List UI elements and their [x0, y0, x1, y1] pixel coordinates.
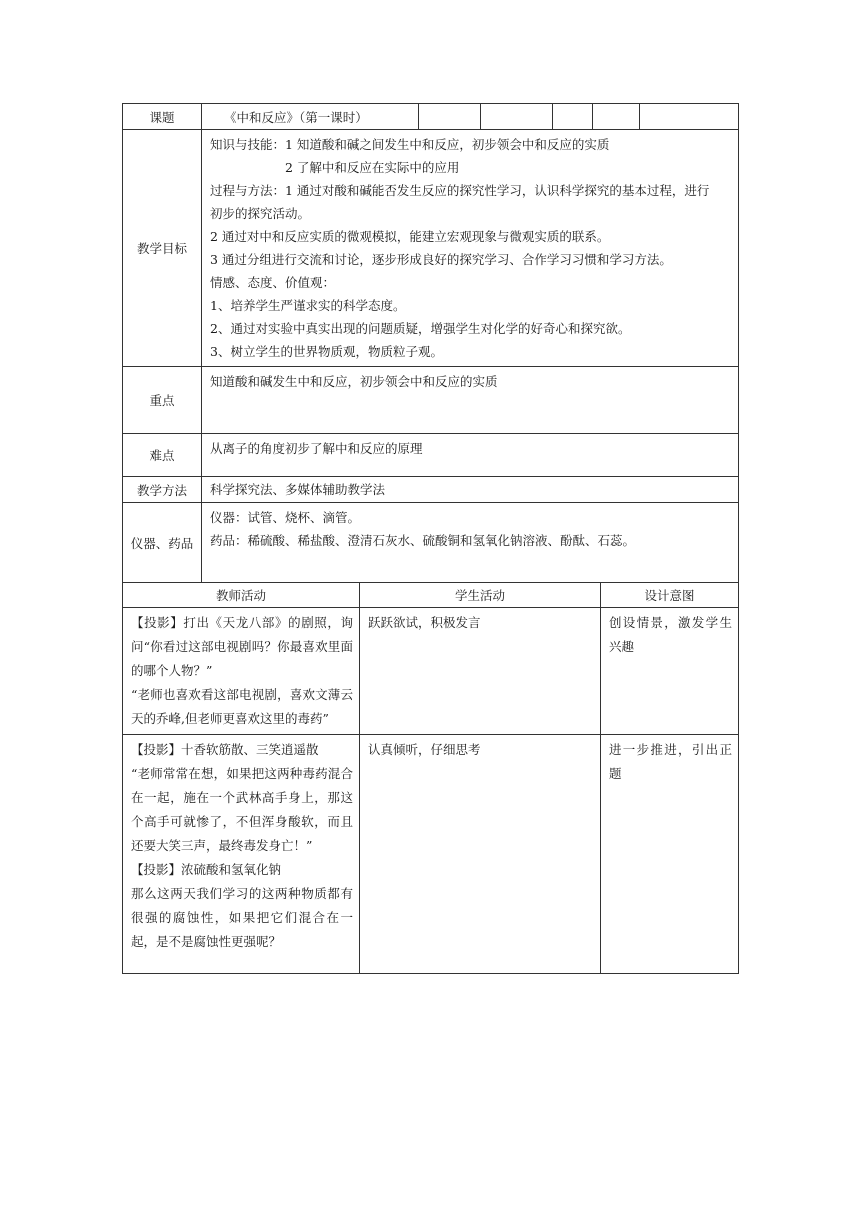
empty-cell [640, 104, 739, 130]
student-activity-text: 认真倾听，仔细思考 [368, 741, 481, 757]
header-intent: 设计意图 [601, 583, 739, 607]
title-value: 《中和反应》（第一课时） [202, 104, 419, 130]
lesson-plan [122, 103, 738, 974]
key-point-label: 重点 [123, 367, 202, 434]
teacher-activity-text: “老师也喜欢看这部电视剧，喜欢文薄云天的乔峰,但老师更喜欢这里的毒药” [131, 686, 353, 726]
student-activity-cell [360, 734, 601, 973]
objective-line: 初步的探究活动。 [210, 206, 311, 221]
objective-line: 2 了解中和反应在实际中的应用 [210, 160, 460, 175]
student-activity-text: 跃跃欲试，积极发言 [368, 614, 481, 630]
difficulty-text: 从离子的角度初步了解中和反应的原理 [210, 441, 423, 456]
teacher-activity-text: “老师常常在想，如果把这两种毒药混合在一起，施在一个武林高手身上，那这个高手可就惨了，不但浑身酸软，而且还要大笑三声，最终毒发身亡！” [131, 765, 353, 853]
method-content [202, 477, 739, 503]
title-label: 课题 [123, 104, 202, 130]
design-intent-text: 创设情景，激发学生兴趣 [609, 614, 732, 654]
objective-line: 3 通过分组进行交流和讨论，逐步形成良好的探究学习、合作学习习惯和学习方法。 [210, 252, 672, 267]
teacher-activity-text: 【投影】十香软筋散、三笑逍遥散 [131, 741, 319, 757]
empty-cell [419, 104, 481, 130]
design-intent-cell [601, 734, 739, 973]
teacher-activity-text: 那么这两天我们学习的这两种物质都有很强的腐蚀性，如果把它们混合在一起，是不是腐蚀性更强呢？ [131, 885, 353, 949]
empty-cell [481, 104, 553, 130]
key-point-content [202, 367, 739, 434]
materials-content [202, 503, 739, 583]
empty-cell [553, 104, 593, 130]
objective-line: 1、培养学生严谨求实的科学态度。 [210, 298, 406, 313]
teacher-activity-text: 【投影】浓硫酸和氢氧化钠 [131, 861, 282, 877]
method-text: 科学探究法、多媒体辅助教学法 [210, 482, 386, 497]
key-point-text: 知道酸和碱发生中和反应，初步领会中和反应的实质 [210, 374, 498, 389]
materials-label: 仪器、药品 [123, 503, 202, 583]
design-intent-cell [601, 607, 739, 734]
difficulty-content [202, 434, 739, 477]
lesson-info-table [122, 103, 739, 583]
teacher-activity-cell [123, 734, 360, 973]
objectives-label: 教学目标 [123, 130, 202, 367]
student-activity-cell [360, 607, 601, 734]
design-intent-text: 进一步推进，引出正题 [609, 741, 732, 781]
objective-line: 知识与技能：1 知道酸和碱之间发生中和反应，初步领会中和反应的实质 [210, 137, 610, 152]
activity-table [122, 583, 739, 974]
objective-line: 2、通过对实验中真实出现的问题质疑，增强学生对化学的好奇心和探究欲。 [210, 321, 631, 336]
objective-line: 过程与方法：1 通过对酸和碱能否发生反应的探究性学习，认识科学探究的基本过程，进行 [210, 183, 710, 198]
difficulty-label: 难点 [123, 434, 202, 477]
objectives-content [202, 130, 739, 367]
reagents-text: 药品：稀硫酸、稀盐酸、澄清石灰水、硫酸铜和氢氧化钠溶液、酚酞、石蕊。 [210, 533, 636, 548]
objective-line: 2 通过对中和反应实质的微观模拟，能建立宏观现象与微观实质的联系。 [210, 229, 610, 244]
instruments-text: 仪器：试管、烧杯、滴管。 [210, 510, 361, 525]
teacher-activity-text: 【投影】打出《天龙八部》的剧照，询问“你看过这部电视剧吗？你最喜欢里面的哪个人物？” [131, 614, 353, 678]
method-label: 教学方法 [123, 477, 202, 503]
objective-line: 3、树立学生的世界物质观，物质粒子观。 [210, 344, 443, 359]
header-student: 学生活动 [360, 583, 601, 607]
objective-line: 情感、态度、价值观： [210, 275, 336, 290]
teacher-activity-cell [123, 607, 360, 734]
header-teacher: 教师活动 [123, 583, 360, 607]
empty-cell [593, 104, 640, 130]
